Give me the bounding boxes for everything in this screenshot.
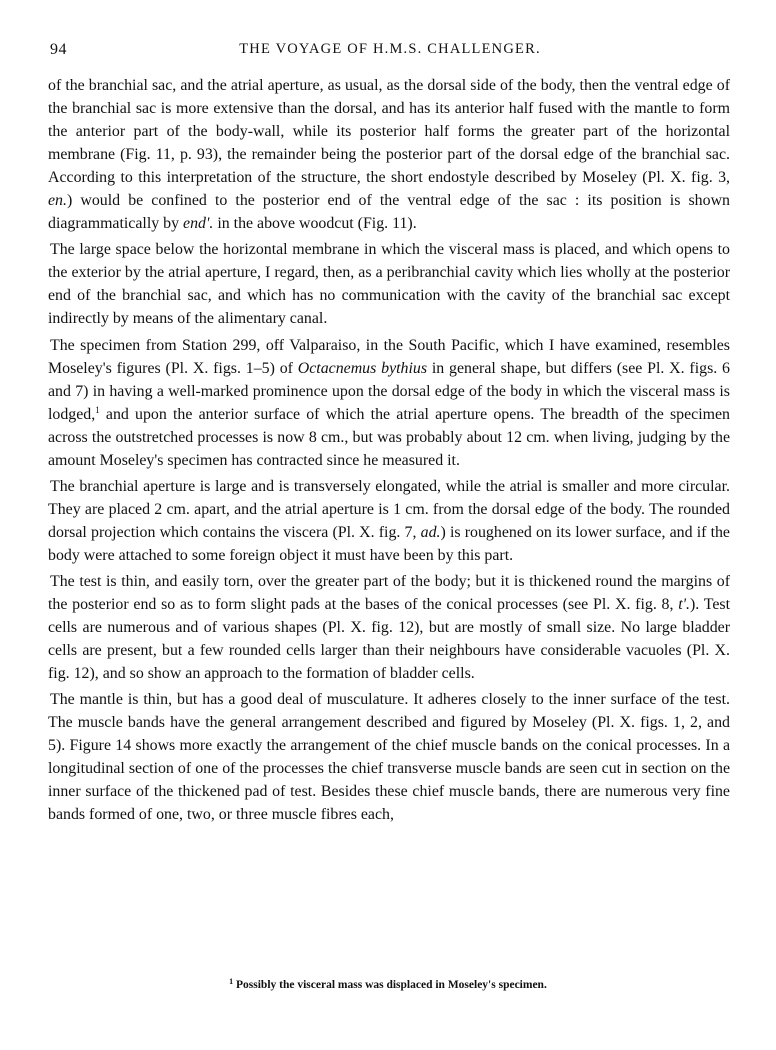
text-run: The large space below the horizontal membrane in which the visceral mass is placed, and which opens to the exterior by the atrial aperture, I regard, then, as a peribranchial cavity which lies wholly at the posterior end of the branchial sac, and which has no communication with the cavity of the branchial sac except indirectly by means of the alimentary canal.	[48, 241, 730, 328]
footnote-text: Possibly the visceral mass was displaced in Moseley's specimen.	[236, 979, 547, 991]
italic-term: ad.	[420, 523, 441, 541]
text-run: in the above woodcut (Fig. 11).	[213, 215, 417, 233]
text-run: ) is roughened on its lower surface, and if the body were attached to some foreign object it must have been by this part.	[48, 523, 730, 564]
body-text	[48, 74, 730, 830]
footnote	[0, 979, 776, 991]
italic-term: t'.	[678, 596, 691, 614]
text-run: ) would be confined to the posterior end of the ventral edge of the sac : its position is shown diagrammatically by	[48, 192, 730, 233]
text-run: The test is thin, and easily torn, over the greater part of the body; but it is thickened round the margins of the posterior end so as to form slight pads at the bases of the conical processes (see Pl. X. fig. 8,	[48, 572, 730, 614]
paragraph	[48, 570, 730, 685]
paragraph	[48, 238, 730, 330]
page-number: 94	[50, 41, 67, 58]
text-run: The branchial aperture is large and is transversely elongated, while the atrial is smaller and more circular. They are placed 2 cm. apart, and the atrial aperture is 1 cm. from the dorsal edge of the body. The rounded dorsal projection which contains the viscera (Pl. X. fig. 7,	[48, 477, 730, 541]
text-run: The mantle is thin, but has a good deal of musculature. It adheres closely to the inner surface of the test. The muscle bands have the general arrangement described and figured by Moseley (Pl. X. figs. 1, 2, and 5). Figure 14 shows more exactly the arrangement of the chief muscle bands on the conical processes. In a longitudinal section of one of the processes the chief transverse muscle bands are seen cut in section on the inner surface of the thickened pad of test. Besides these chief muscle bands, there are numerous very fine bands formed of one, two, or three muscle fibres each,	[48, 691, 730, 824]
italic-term: Octacnemus bythius	[297, 359, 428, 377]
text-run: of the branchial sac, and the atrial aperture, as usual, as the dorsal side of the body, then the ventral edge of the branchial sac is more extensive than the dorsal, and has its anterior half fused with the mantle to form the anterior part of the body-wall, while its posterior half forms the greater part of the horizontal membrane (Fig. 11, p. 93), the remainder being the posterior part of the dorsal edge of the branchial sac. According to this interpretation of the structure, the short endostyle described by Moseley (Pl. X. fig. 3,	[48, 77, 730, 187]
text-run: ). Test cells are numerous and of various shapes (Pl. X. fig. 12), but are mostly of small size. No large bladder cells are present, but a few rounded cells larger than their neighbours have considerable vacuoles (Pl. X. fig. 12), and so show an approach to the formation of bladder cells.	[48, 596, 730, 683]
paragraph	[48, 475, 730, 567]
running-title: THE VOYAGE OF H.M.S. CHALLENGER.	[239, 41, 541, 57]
italic-term: end'.	[183, 215, 214, 233]
italic-term: en.	[48, 192, 67, 210]
paragraph	[48, 334, 730, 472]
footnote-marker: 1	[229, 977, 234, 986]
paragraph	[48, 74, 730, 235]
page-header	[50, 41, 730, 63]
text-run: The specimen from Station 299, off Valparaiso, in the South Pacific, which I have examined, resembles Moseley's figures (Pl. X. figs. 1–5) of	[48, 336, 730, 377]
paragraph	[48, 688, 730, 826]
text-run: and upon the anterior surface of which the atrial aperture opens. The breadth of the specimen across the outstretched processes is now 8 cm., but was probably about 12 cm. when living, judging by the amount Moseley's specimen has contracted since he measured it.	[48, 405, 730, 469]
footnote-ref: 1	[95, 404, 100, 415]
text-run: in general shape, but differs (see Pl. X. figs. 6 and 7) in having a well-marked prominence upon the dorsal edge of the body in which the visceral mass is lodged,	[48, 359, 730, 423]
